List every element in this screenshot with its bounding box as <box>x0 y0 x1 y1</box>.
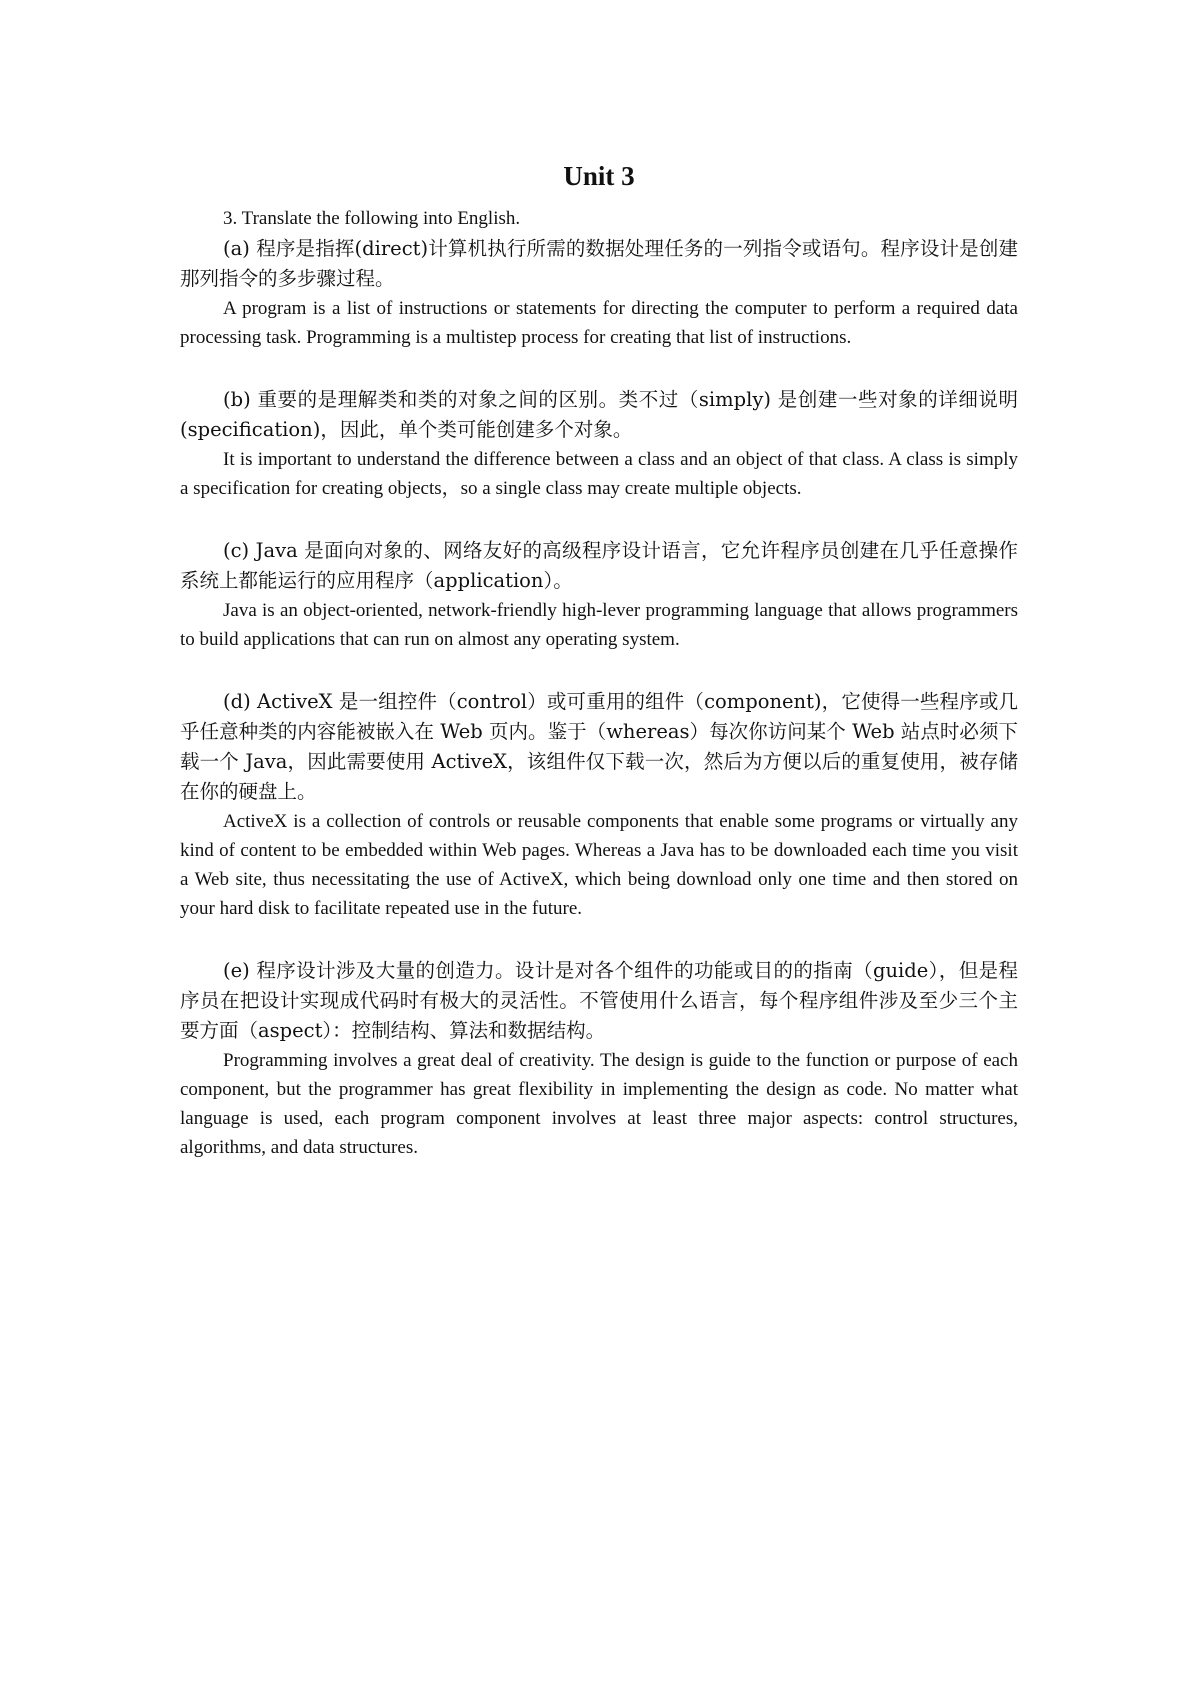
translation-item-b <box>180 385 1018 503</box>
chinese-source-text: (a) 程序是指挥(direct)计算机执行所需的数据处理任务的一列指令或语句。程序设计是创建那列指令的多步骤过程。 <box>180 237 1018 290</box>
translation-item-c <box>180 536 1018 654</box>
chinese-source-text: (e) 程序设计涉及大量的创造力。设计是对各个组件的功能或目的的指南（guide），但是程序员在把设计实现成代码时有极大的灵活性。不管使用什么语言，每个程序组件涉及至少三个主要方面（aspect）：控制结构、算法和数据结构。 <box>180 959 1018 1042</box>
english-translation-text: Java is an object-oriented, network-friendly high-lever programming language that allows programmers to build applications that can run on almost any operating system. <box>180 600 1018 650</box>
chinese-source-text: (c) Java 是面向对象的、网络友好的高级程序设计语言，它允许程序员创建在几乎任意操作系统上都能运行的应用程序（application）。 <box>180 539 1018 592</box>
translation-item-e <box>180 956 1018 1162</box>
english-translation-text: A program is a list of instructions or statements for directing the computer to perform a required data processing task. Programming is a multistep process for creating that list of instructions. <box>180 298 1018 348</box>
english-translation-text: It is important to understand the difference between a class and an object of that class. A class is simply a specification for creating objects，so a single class may create multiple objects. <box>180 449 1018 499</box>
chinese-source-text: (b) 重要的是理解类和类的对象之间的区别。类不过（simply) 是创建一些对象的详细说明(specification)，因此，单个类可能创建多个对象。 <box>180 388 1018 441</box>
unit-title: Unit 3 <box>563 161 635 191</box>
translation-item-a <box>180 234 1018 352</box>
translation-item-d <box>180 687 1018 923</box>
english-translation-text: ActiveX is a collection of controls or reusable components that enable some programs or virtually any kind of content to be embedded within Web pages. Whereas a Java has to be downloaded each time you visit a Web site, thus necessitating the use of ActiveX, which being download only one time and then stored on your hard disk to facilitate repeated use in the future. <box>180 811 1018 919</box>
chinese-source-text: (d) ActiveX 是一组控件（control）或可重用的组件（component)，它使得一些程序或几乎任意种类的内容能被嵌入在 Web 页内。鉴于（whereas）每次你访问某个 Web 站点时必须下载一个 Java，因此需要使用 ActiveX，该组件仅下载一次，然后为方便以后的重复使用，被存储在你的硬盘上。 <box>180 690 1018 803</box>
document-page <box>180 152 1018 1195</box>
exercise-instruction: 3. Translate the following into English. <box>223 208 521 229</box>
english-translation-text: Programming involves a great deal of creativity. The design is guide to the function or purpose of each component, but the programmer has great flexibility in implementing the design as code. No matter what language is used, each program component involves at least three major aspects: control structures, algorithms, and data structures. <box>180 1050 1018 1158</box>
